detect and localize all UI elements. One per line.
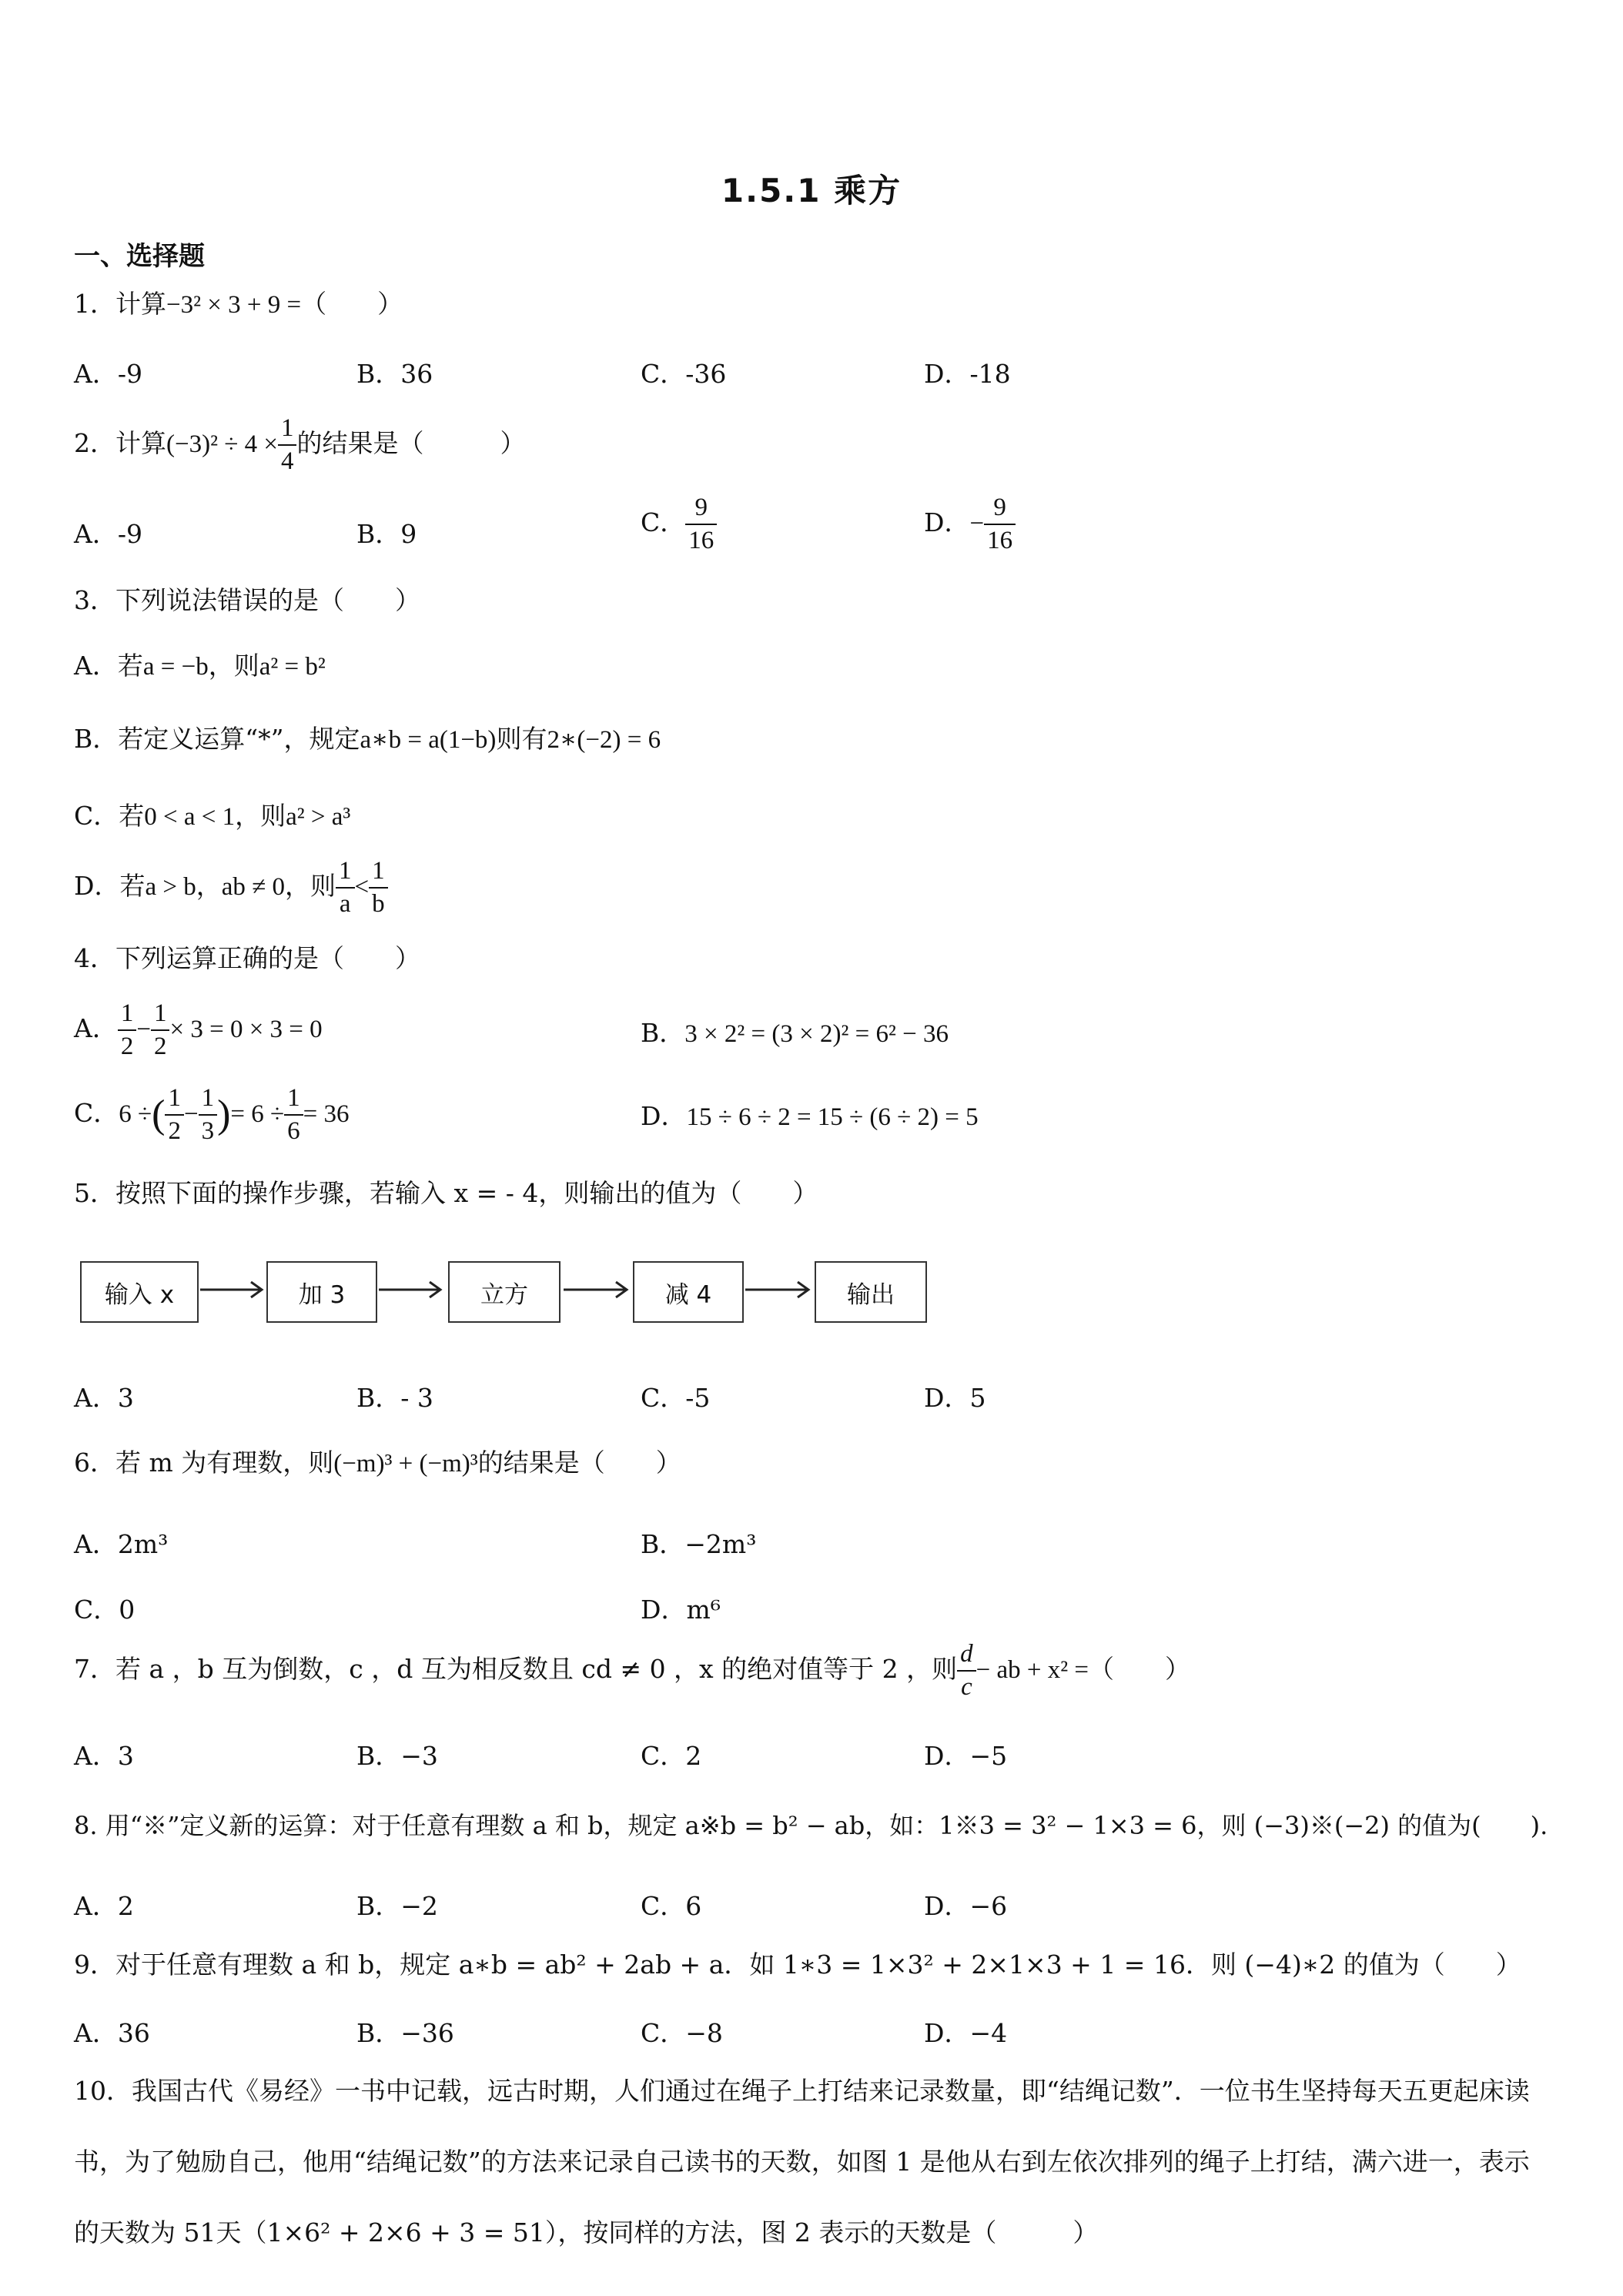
q8-option-d: D．−6 [924, 1891, 1008, 1921]
q3-a-label: A．若 [74, 651, 143, 681]
q3-option-b [74, 724, 661, 756]
q4-c-frac2 [199, 1086, 218, 1144]
q5-option-d: D．5 [924, 1383, 986, 1413]
flow-box-add3: 加 3 [266, 1261, 377, 1323]
q4-a-minus: − [136, 1016, 151, 1043]
q2-option-a: A．-9 [74, 519, 142, 549]
q3-a-mid: ，则 [208, 651, 259, 681]
q3-d-f1-num: 1 [336, 858, 355, 889]
q8-option-b: B．−2 [356, 1891, 438, 1921]
q4-a-f1-num: 1 [118, 1001, 137, 1031]
q4-c-label: C． [74, 1098, 119, 1128]
question-3-stem: 3．下列说法错误的是（ ） [74, 585, 420, 615]
q6-label: 6．若 m 为有理数，则 [74, 1448, 334, 1478]
q3-b-label: B．若定义运算“*”，规定 [74, 724, 360, 754]
q3-d-label: D．若 [74, 871, 146, 901]
q4-a-label: A． [74, 1013, 118, 1043]
q3-c-expr1: 0 < a < 1 [144, 803, 236, 831]
q7-option-d: D．−5 [924, 1741, 1008, 1771]
question-10-text: 10．我国古代《易经》一书中记载，远古时期，人们通过在绳子上打结来记录数量，即“结绳记数”．一位书生坚持每天五更起床读书，为了勉励自己，他用“结绳记数”的方法来记录自己读书的天数，如图 1 是他从右到左依次排列的绳子上打结，满六进一，表示的天数为 51天（1×6² + 2×6 + 3 = 51），按同样的方法，图 2 表示的天数是（ ） [74, 2076, 1530, 2247]
q4-option-d [641, 1101, 979, 1133]
q7-frac-den: c [961, 1673, 972, 1701]
question-9-stem: 9．对于任意有理数 a 和 b，规定 a∗b = ab² + 2ab + a．如 1∗3 = 1×3² + 2×1×3 + 1 = 16．则 (−4)∗2 的值为（ ） [74, 1950, 1521, 1980]
q5-option-c: C．-5 [641, 1383, 711, 1413]
flow-arrow-icon [199, 1278, 266, 1301]
q3-d-sep: ， [196, 871, 222, 901]
q2-d-fraction [984, 495, 1016, 554]
q3-d-lt: < [354, 873, 370, 901]
flow-box-output: 输出 [815, 1261, 927, 1323]
q2-frac-num: 1 [278, 416, 297, 446]
q3-d-f1-den: a [339, 890, 351, 918]
question-7-stem [74, 1642, 1190, 1700]
q3-a-expr1: a = −b [142, 653, 209, 681]
q4-c-rparen: ) [217, 1092, 231, 1136]
q8-option-a: A．2 [74, 1891, 134, 1921]
question-5-stem: 5．按照下面的操作步骤，若输入 x = - 4，则输出的值为（ ） [74, 1178, 818, 1208]
q4-c-frac1 [165, 1086, 184, 1144]
q1-expression: −3² × 3 + 9 = [166, 291, 302, 319]
q3-b-expr2: 2∗(−2) = 6 [547, 726, 661, 754]
q4-b-expr: 3 × 2² = (3 × 2)² = 6² − 36 [684, 1020, 949, 1048]
q1-option-a: A．-9 [74, 359, 142, 389]
q4-option-b [641, 1018, 949, 1050]
question-4-stem: 4．下列运算正确的是（ ） [74, 943, 420, 973]
q9-option-b: B．−36 [356, 2018, 454, 2048]
q9-option-d: D．−4 [924, 2018, 1008, 2048]
q3-a-expr2: a² = b² [259, 653, 326, 681]
q4-c-frac3 [284, 1086, 303, 1144]
section-heading: 一、选择题 [74, 241, 205, 272]
question-8-stem: 8. 用“※”定义新的运算：对于任意有理数 a 和 b，规定 a※b = b² − ab，如：1※3 = 3² − 1×3 = 6，则 (−3)※(−2) 的值为( ). [74, 1811, 1548, 1840]
q6-option-a: A．2m³ [74, 1529, 169, 1559]
q7-fraction [957, 1642, 976, 1700]
q2-c-fraction [685, 495, 717, 554]
q2-option-b: B．9 [356, 519, 417, 549]
q2-c-den: 16 [688, 527, 714, 554]
q9-option-a: A．36 [74, 2018, 150, 2048]
q7-option-b: B．−3 [356, 1741, 438, 1771]
q4-a-f1-den: 2 [120, 1033, 134, 1060]
q7-option-a: A．3 [74, 1741, 134, 1771]
q3-d-frac2 [369, 858, 388, 917]
q8-option-c: C．6 [641, 1891, 702, 1921]
q1-paren: （ ） [301, 289, 403, 319]
q6-option-b: B．−2m³ [641, 1529, 757, 1559]
q6-paren: 的结果是（ ） [477, 1448, 681, 1478]
flow-arrow-icon [744, 1278, 813, 1301]
q4-c-f1-den: 2 [168, 1117, 181, 1145]
q1-option-c: C．-36 [641, 359, 727, 389]
q2-expression: (−3)² ÷ 4 × [166, 430, 278, 458]
q3-b-expr1: a∗b = a(1−b) [360, 726, 497, 754]
q4-a-frac1 [118, 1001, 137, 1059]
q5-option-a: A．3 [74, 1383, 134, 1413]
q4-d-expr: 15 ÷ 6 ÷ 2 = 15 ÷ (6 ÷ 2) = 5 [686, 1103, 979, 1131]
q3-option-c [74, 801, 350, 833]
q3-d-mid: ，则 [285, 871, 336, 901]
flow-box-input: 输入 x [80, 1261, 199, 1323]
q2-frac-den: 4 [280, 447, 294, 475]
q2-c-num: 9 [685, 495, 717, 525]
q9-option-c: C．−8 [641, 2018, 723, 2048]
q4-c-lparen: ( [152, 1092, 166, 1136]
q7-paren: （ ） [1089, 1654, 1191, 1684]
q3-option-a [74, 651, 326, 683]
flow-box-cube: 立方 [448, 1261, 561, 1323]
q6-expression: (−m)³ + (−m)³ [333, 1450, 478, 1478]
q4-c-pre: 6 ÷ [119, 1100, 152, 1128]
q4-c-f3-den: 6 [287, 1117, 300, 1145]
flow-arrow-icon [377, 1278, 445, 1301]
q1-option-b: B．36 [356, 359, 433, 389]
q7-expression: − ab + x² = [975, 1656, 1089, 1684]
q1-option-d: D．-18 [924, 359, 1011, 389]
flow-box-sub4: 减 4 [633, 1261, 744, 1323]
q3-d-f2-den: b [372, 890, 385, 918]
flow-arrow-icon [562, 1278, 631, 1301]
question-2-stem [74, 416, 525, 474]
q4-c-rest: = 36 [303, 1100, 350, 1128]
q4-c-f3-num: 1 [284, 1086, 303, 1116]
q3-d-expr1: a > b [145, 873, 196, 901]
q4-a-frac2 [151, 1001, 170, 1059]
q2-option-d [924, 495, 1016, 554]
q2-option-c [641, 495, 717, 554]
q2-paren: 的结果是（ ） [296, 428, 526, 458]
q2-fraction [278, 416, 297, 474]
q3-b-mid: 则有 [496, 724, 547, 754]
q5-option-b: B．- 3 [356, 1383, 433, 1413]
q3-d-frac1 [336, 858, 355, 917]
q4-a-rest: × 3 = 0 × 3 = 0 [169, 1016, 323, 1043]
q2-label: 2．计算 [74, 428, 166, 458]
q2-d-sign: − [969, 510, 985, 537]
q2-c-label: C． [641, 507, 686, 537]
q4-a-f2-num: 1 [151, 1001, 170, 1031]
q6-option-c: C．0 [74, 1595, 136, 1625]
q7-label: 7．若 a ，b 互为倒数，c ，d 互为相反数且 cd ≠ 0 ，x 的绝对值等于 2 ，则 [74, 1654, 958, 1684]
q4-c-f2-den: 3 [201, 1117, 215, 1145]
q3-c-mid: ，则 [235, 801, 286, 831]
q2-d-label: D． [924, 507, 970, 537]
q4-b-label: B． [641, 1018, 685, 1048]
q6-option-d: D．m⁶ [641, 1595, 721, 1625]
q3-d-f2-num: 1 [369, 858, 388, 889]
q3-d-expr2: ab ≠ 0 [221, 873, 285, 901]
q3-c-label: C．若 [74, 801, 145, 831]
q4-c-f2-num: 1 [199, 1086, 218, 1116]
q4-c-minus: − [183, 1100, 199, 1128]
q2-d-den: 16 [987, 527, 1013, 554]
q4-option-a [74, 1001, 323, 1059]
question-6-stem [74, 1448, 681, 1480]
page-title: 1.5.1 乘方 [721, 172, 902, 209]
q7-frac-num: d [957, 1642, 976, 1672]
q7-option-c: C．2 [641, 1741, 702, 1771]
q4-d-label: D． [641, 1101, 687, 1131]
q3-c-expr2: a² > a³ [286, 803, 351, 831]
q4-c-mid: = 6 ÷ [230, 1100, 285, 1128]
q4-option-c [74, 1086, 350, 1144]
q4-c-f1-num: 1 [165, 1086, 184, 1116]
q1-label: 1．计算 [74, 289, 166, 319]
question-1-stem [74, 289, 403, 321]
q3-option-d [74, 858, 388, 917]
q4-a-f2-den: 2 [153, 1033, 167, 1060]
q2-d-num: 9 [984, 495, 1016, 525]
